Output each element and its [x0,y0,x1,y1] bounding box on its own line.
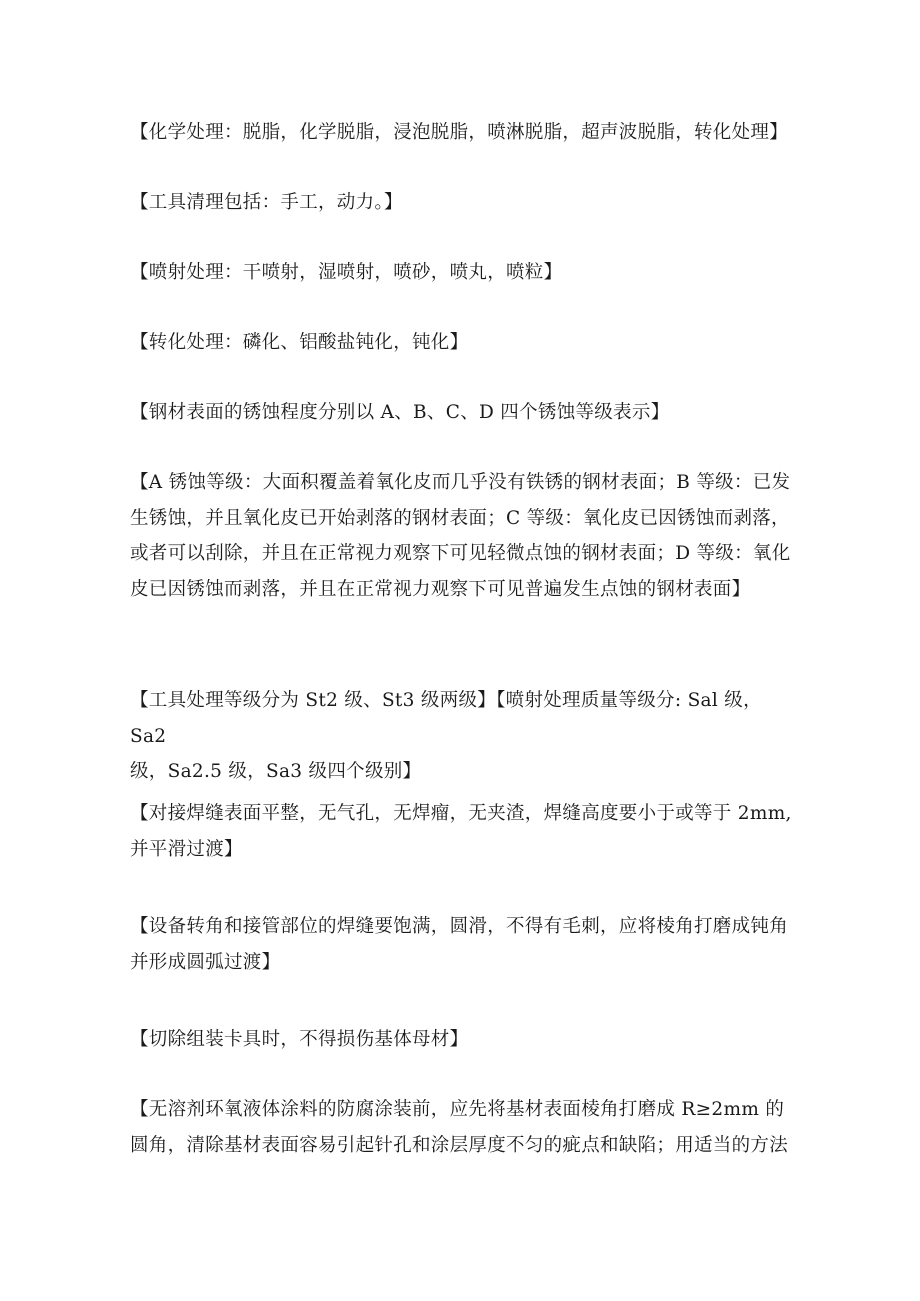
paragraph-treatment-grades: 【工具处理等级分为 St2 级、St3 级两级】【喷射处理质量等级分: Sal 级，Sa2 级，Sa2.5 级，Sa3 级四个级别】 [130,690,762,782]
paragraph-rust-grades-intro: 【钢材表面的锈蚀程度分别以 A、B、C、D 四个锈蚀等级表示】 [130,402,670,423]
paragraph-blast-treatment: 【喷射处理：干喷射，湿喷射，喷砂，喷丸，喷粒】 [130,262,563,283]
paragraph-conversion-treatment: 【转化处理：磷化、铝酸盐钝化，钝化】 [130,332,469,353]
paragraph-chemical-treatment: 【化学处理：脱脂，化学脱脂，浸泡脱脂，喷淋脱脂，超声波脱脂，转化处理】 [130,122,789,143]
paragraph-corner-weld: 【设备转角和接管部位的焊缝要饱满，圆滑，不得有毛刺，应将棱角打磨成钝角 并形成圆弧过渡】 [130,916,789,973]
paragraph-fixture-removal: 【切除组装卡具时，不得损伤基体母材】 [130,1029,469,1050]
paragraph-tool-cleaning: 【工具清理包括：手工，动力。】 [130,192,403,213]
paragraph-butt-weld: 【对接焊缝表面平整，无气孔，无焊瘤，无夹渣，焊缝高度要小于或等于 2mm, 并平滑过渡】 [130,803,792,860]
paragraph-solventless-epoxy: 【无溶剂环氧液体涂料的防腐涂装前，应先将基材表面棱角打磨成 R≥2mm 的 圆角，清除基材表面容易引起针孔和涂层厚度不匀的疵点和缺陷；用适当的方法 [130,1099,789,1156]
paragraph-rust-grades-detail: 【A 锈蚀等级：大面积覆盖着氧化皮而几乎没有铁锈的钢材表面；B 等级：已发 生锈蚀，并且氧化皮已开始剥落的钢材表面；C 等级：氧化皮已因锈蚀而剥落， 或者可以刮除，并且在正常视力观察下可见轻微点蚀的钢材表面；D 等级：氧化 皮已因锈蚀而剥落，并且在正常视力观察下可见普遍发生点蚀的钢材表面】 [130,472,791,600]
